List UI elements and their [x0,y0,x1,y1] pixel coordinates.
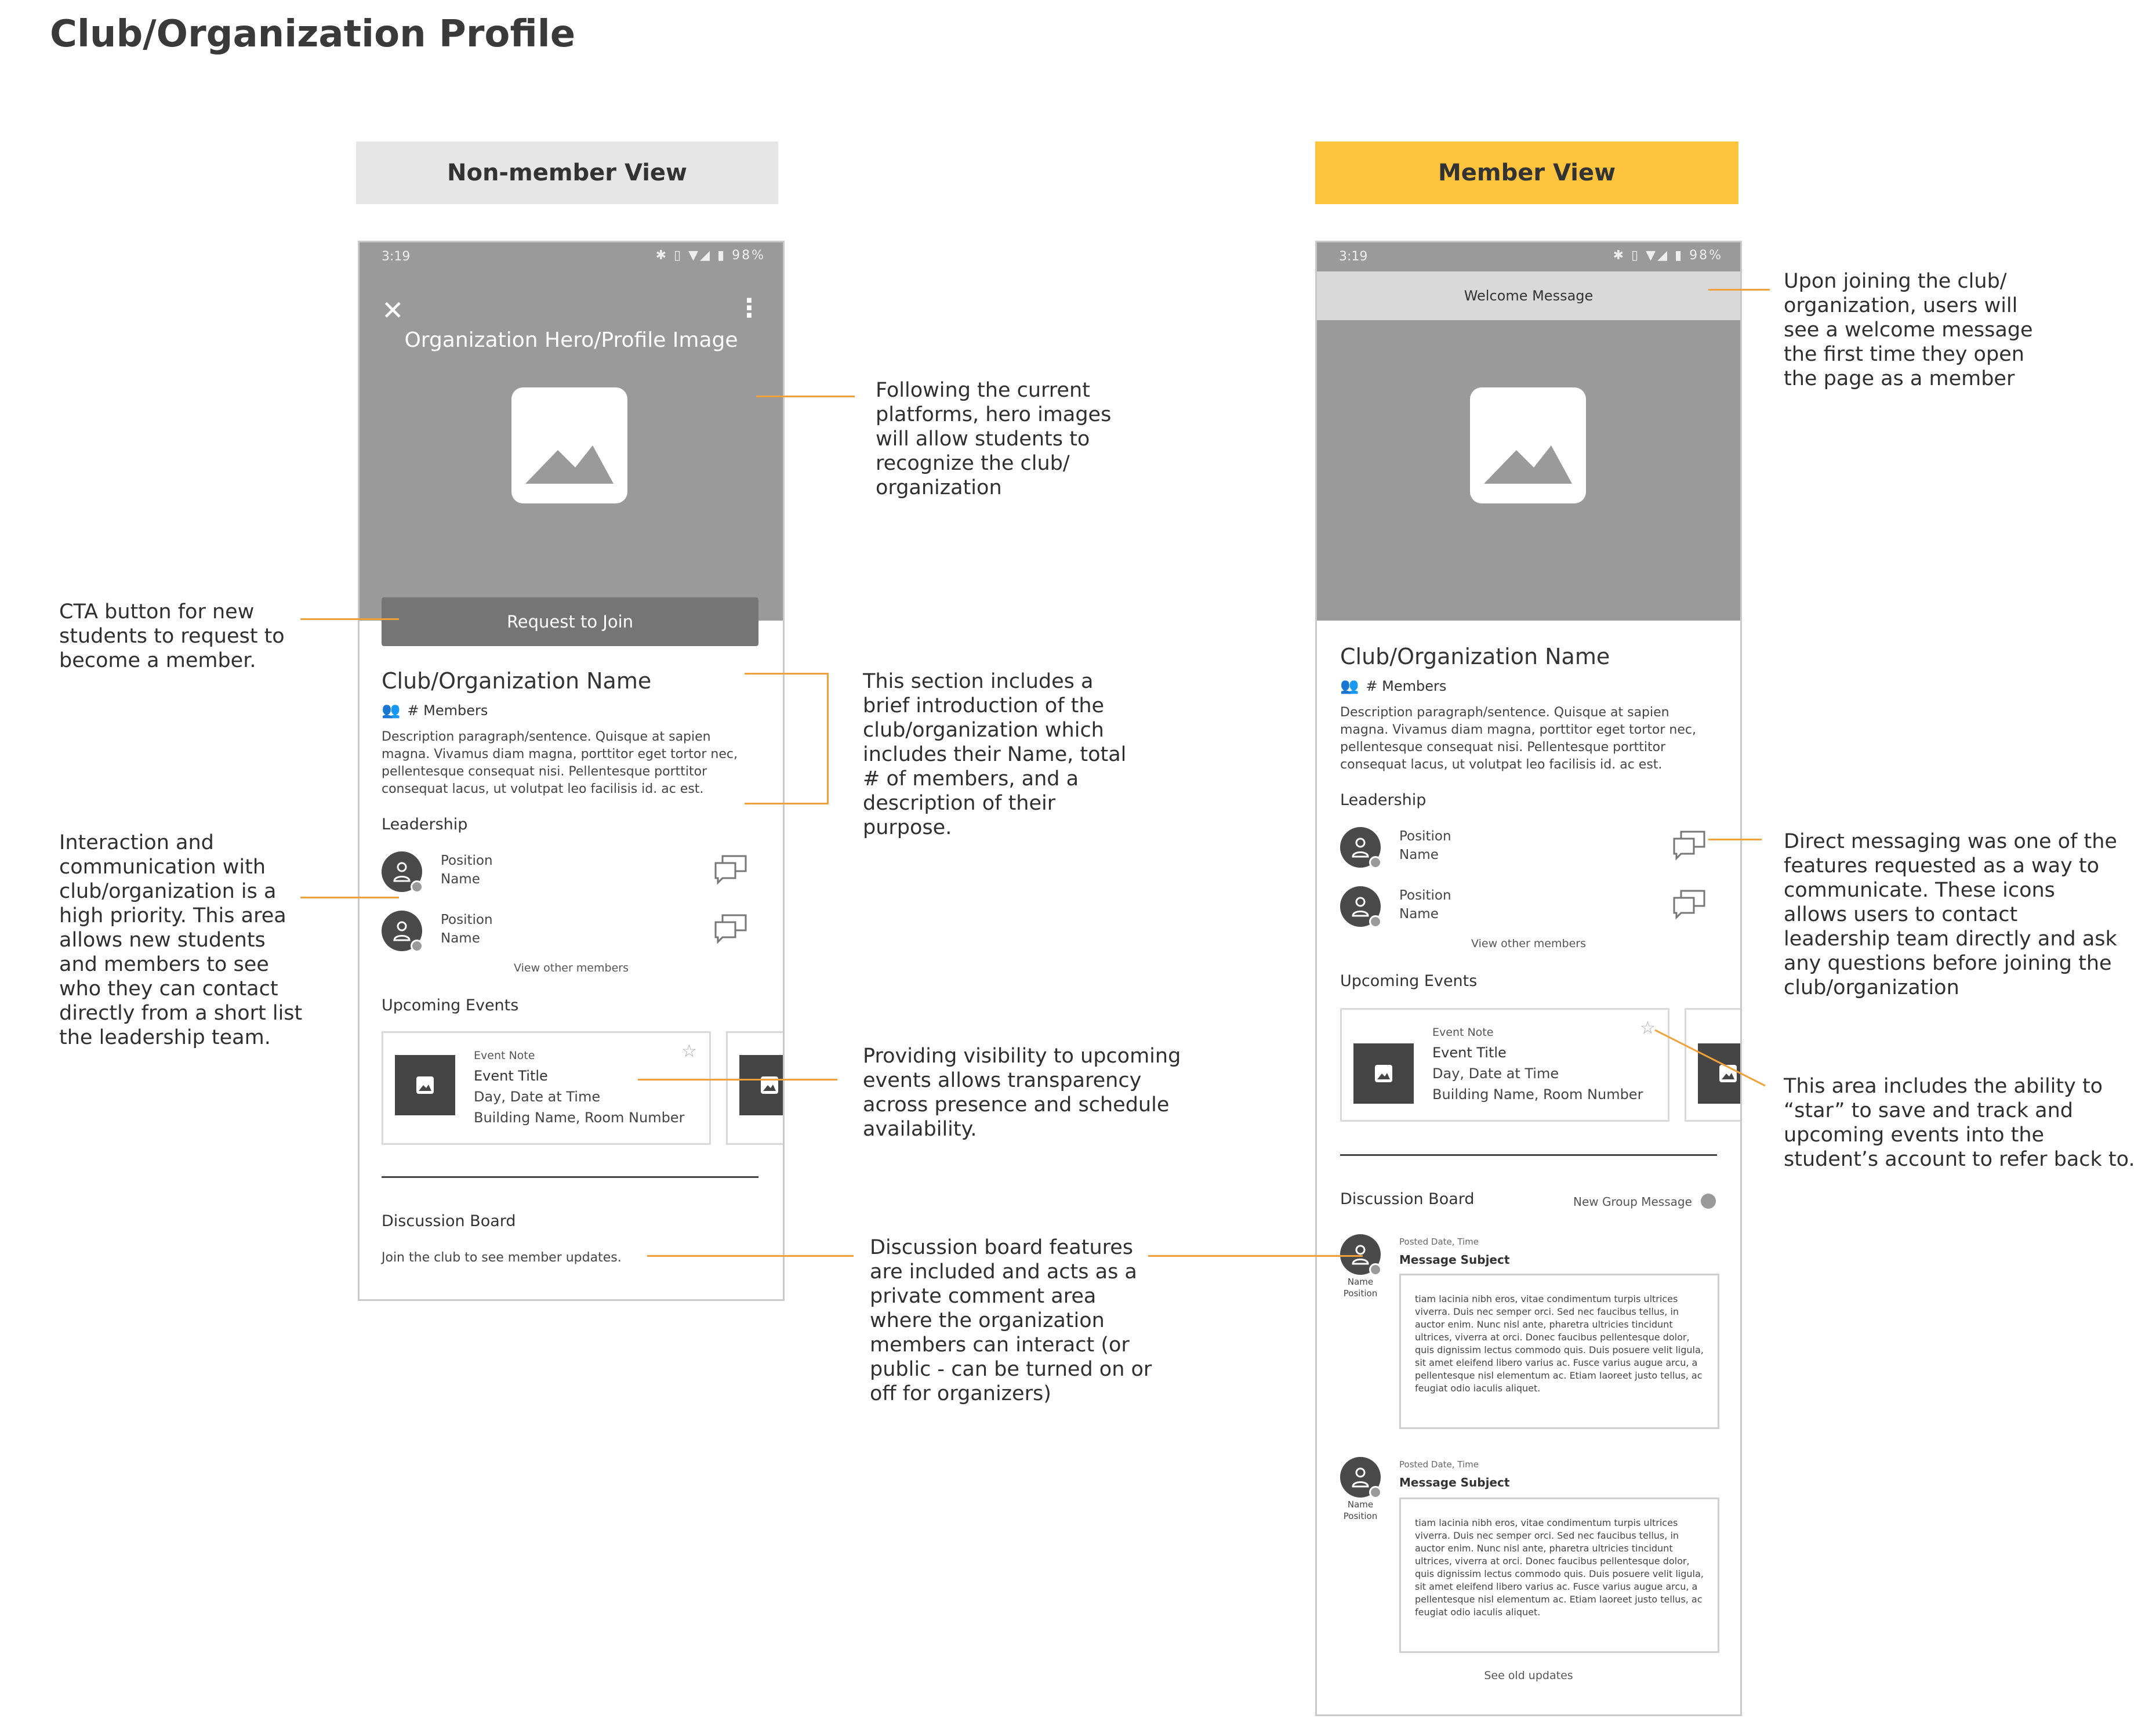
member-view-header: Member View [1315,142,1738,204]
members-label: # Members [1366,678,1447,694]
view-other-members-link[interactable]: View other members [1471,937,1586,950]
status-bar [360,242,783,271]
post-body: tiam lacinia nibh eros, vitae condimentum turpis ultrices viverra. Duis nec semper orci. Sed nec faucibus tellus, in auctor enim. Nunc nisl ante, pharetra ultricies tincidunt ultrices, viverra at orci. Donec faucibus pellentesque dolor, quis dignissim lectus commodo quis. Duis posuere velit ligula, sit amet eleifend libero varius ac. Fusce varius augue arcu, a pellentesque nisl elementum ac. Etiam laoreet justo tellus, ac feugiat odio iaculis aliquet. [1415,1517,1704,1618]
org-description: Description paragraph/sentence. Quisque at sapien magna. Vivamus diam magna, porttitor eget tortor nec, pellentesque consequat nisi. Pellentesque porttitor consequat lacus, ut volutpat leo facilisis id. ac est. [382,730,738,796]
leader-info [441,911,493,948]
status-icons [1613,248,1723,263]
people-icon: 👥 [1340,677,1359,695]
annotation-text: CTA button for new students to request to become a member. [59,600,285,672]
annotation-hero [876,378,1111,500]
leader-avatar[interactable] [382,851,422,892]
non-member-view-header: Non-member View [356,142,778,204]
leader-name: Name [441,872,480,887]
chat-icon[interactable] [1673,890,1707,920]
leadership-heading: Leadership [1340,791,1427,809]
people-icon: 👥 [382,702,401,719]
org-name: Club/Organization Name [382,668,652,694]
battery-level: 98% [1689,248,1723,263]
annotation-text: Providing visibility to upcoming events allows transparency across presence and schedule availability. [863,1045,1181,1141]
discussion-board-heading: Discussion Board [1340,1190,1475,1208]
leader-position: Position [441,912,493,927]
annotation-events [863,1044,1181,1141]
annotation-discussion [870,1235,1152,1406]
chat-icon[interactable] [1673,831,1707,861]
poster-position: Position [1343,1511,1378,1521]
new-group-message-link[interactable]: New Group Message [1573,1195,1692,1209]
members-count [1340,677,1446,695]
hero-image-area [360,242,783,621]
leader-info [1399,827,1451,864]
leader-avatar[interactable] [382,911,422,951]
annotation-connector [300,897,399,898]
event-title: Event Title [1432,1045,1507,1061]
event-location: Building Name, Room Number [1432,1086,1643,1103]
hero-title: Organization Hero/Profile Image [404,328,738,352]
annotation-cta [59,600,285,673]
star-icon[interactable]: ☆ [681,1041,697,1061]
battery-level: 98% [732,248,765,263]
post-subject: Message Subject [1399,1475,1510,1489]
poster-info [1334,1276,1386,1299]
leader-avatar[interactable] [1340,886,1381,927]
more-options-icon[interactable]: ⋮ [736,293,762,323]
members-label: # Members [407,702,488,719]
status-bar [1317,242,1740,271]
annotation-text: Following the current platforms, hero images will allow students to recognize the club/ organization [876,379,1112,499]
event-image-icon [1353,1043,1414,1104]
event-location: Building Name, Room Number [474,1110,685,1126]
org-name: Club/Organization Name [1340,644,1610,669]
post-message-box [1399,1274,1719,1429]
members-count [382,702,488,719]
member-phone-mockup [1315,241,1742,1716]
annotation-text: Direct messaging was one of the features requested as a way to communicate. These icons allows users to contact leadership team directly and ask any questions before joining the club/organization [1784,830,2117,999]
annotation-connector [1708,839,1762,840]
org-description: Description paragraph/sentence. Quisque at sapien magna. Vivamus diam magna, porttitor eget tortor nec, pellentesque consequat nisi. Pellentesque porttitor consequat lacus, ut volutpat leo facilisis id. ac est. [1340,705,1697,772]
annotation-connector [300,618,399,620]
event-datetime: Day, Date at Time [474,1089,601,1105]
annotation-connector [638,1079,837,1081]
event-card[interactable] [382,1031,711,1145]
view-other-members-link[interactable]: View other members [514,962,629,974]
poster-avatar[interactable] [1340,1457,1381,1498]
divider [1340,1154,1717,1156]
chat-icon[interactable] [714,855,748,885]
annotation-connector [647,1255,854,1257]
annotation-connector [1148,1255,1363,1257]
close-icon[interactable]: ✕ [382,295,404,326]
post-date: Posted Date, Time [1399,1459,1479,1470]
image-placeholder-icon [1470,387,1586,503]
event-note: Event Note [474,1049,535,1062]
annotation-connector [827,673,829,804]
leader-info [1399,886,1451,923]
poster-name: Name [1347,1277,1374,1287]
leader-info [441,851,493,889]
event-title: Event Title [474,1068,548,1084]
star-icon[interactable]: ☆ [1640,1018,1656,1038]
leader-name: Name [1399,847,1439,862]
annotation-connector [756,396,855,397]
event-card[interactable] [1340,1008,1669,1122]
annotation-connector [1653,1028,1769,1092]
leader-position: Position [1399,829,1451,844]
welcome-message-bar: Welcome Message [1317,271,1740,320]
upcoming-events-heading: Upcoming Events [1340,972,1478,990]
event-image-icon [395,1055,455,1115]
status-time: 3:19 [382,249,411,264]
post-message-box [1399,1498,1719,1653]
event-image-icon [739,1055,785,1115]
annotation-text: Discussion board features are included and acts as a private comment area where the organization members can interact (or public - can be turned on or off for organizers) [870,1236,1152,1405]
annotation-intro [863,669,1126,840]
upcoming-events-heading: Upcoming Events [382,996,519,1014]
annotation-messaging [1784,829,2117,1000]
status-time: 3:19 [1339,249,1368,264]
leader-position: Position [441,853,493,868]
annotation-text: Upon joining the club/ organization, users will see a welcome message the first time they open the page as a member [1784,270,2033,390]
divider [382,1176,758,1178]
annotation-star [1784,1074,2135,1172]
see-old-updates-link[interactable]: See old updates [1484,1669,1573,1682]
annotation-connector [745,673,828,675]
non-member-phone-mockup [358,241,785,1301]
post-date: Posted Date, Time [1399,1237,1479,1247]
event-datetime: Day, Date at Time [1432,1065,1559,1082]
leadership-heading: Leadership [382,815,468,833]
post-body: tiam lacinia nibh eros, vitae condimentum turpis ultrices viverra. Duis nec semper orci. Sed nec faucibus tellus, in auctor enim. Nunc nisl ante, pharetra ultricies tincidunt ultrices, viverra at orci. Donec faucibus pellentesque dolor, quis dignissim lectus commodo quis. Duis posuere velit ligula, sit amet eleifend libero varius ac. Fusce varius augue arcu, a pellentesque nisl elementum ac. Etiam laoreet justo tellus, ac feugiat odio iaculis aliquet. [1415,1293,1704,1394]
poster-info [1334,1499,1386,1522]
poster-position: Position [1343,1288,1378,1299]
annotation-text: This section includes a brief introduction of the club/organization which includes their Name, total # of members, and a description of their purpose. [863,670,1127,839]
discussion-board-heading: Discussion Board [382,1212,516,1230]
annotation-connector [1708,289,1770,291]
event-note: Event Note [1432,1026,1494,1039]
discussion-locked-text: Join the club to see member updates. [382,1250,622,1265]
poster-avatar[interactable] [1340,1234,1381,1275]
page-title: Club/Organization Profile [50,13,576,56]
leader-name: Name [441,931,480,946]
annotation-interaction [59,831,302,1050]
request-to-join-button[interactable]: Request to Join [382,597,758,646]
new-group-message-indicator-icon[interactable] [1701,1194,1716,1209]
annotation-text: Interaction and communication with club/organization is a high priority. This area allows new students and members to see who they can contact directly from a short list the leadership team. [59,831,303,1049]
leader-position: Position [1399,888,1451,903]
annotation-connector [745,803,828,804]
poster-name: Name [1347,1499,1374,1510]
hero-image-area [1317,242,1740,621]
post-subject: Message Subject [1399,1253,1510,1267]
annotation-welcome [1784,269,2033,391]
event-card-partial[interactable] [726,1031,785,1145]
system-icons: ✱ ▯ ▼◢ ▮ [1613,248,1684,263]
leader-avatar[interactable] [1340,827,1381,868]
image-placeholder-icon [511,387,627,503]
annotation-text: This area includes the ability to “star” to save and track and upcoming events into the student’s account to refer back to. [1784,1075,2135,1171]
status-icons [656,248,765,263]
leader-name: Name [1399,907,1439,922]
system-icons: ✱ ▯ ▼◢ ▮ [655,248,727,263]
chat-icon[interactable] [714,914,748,944]
